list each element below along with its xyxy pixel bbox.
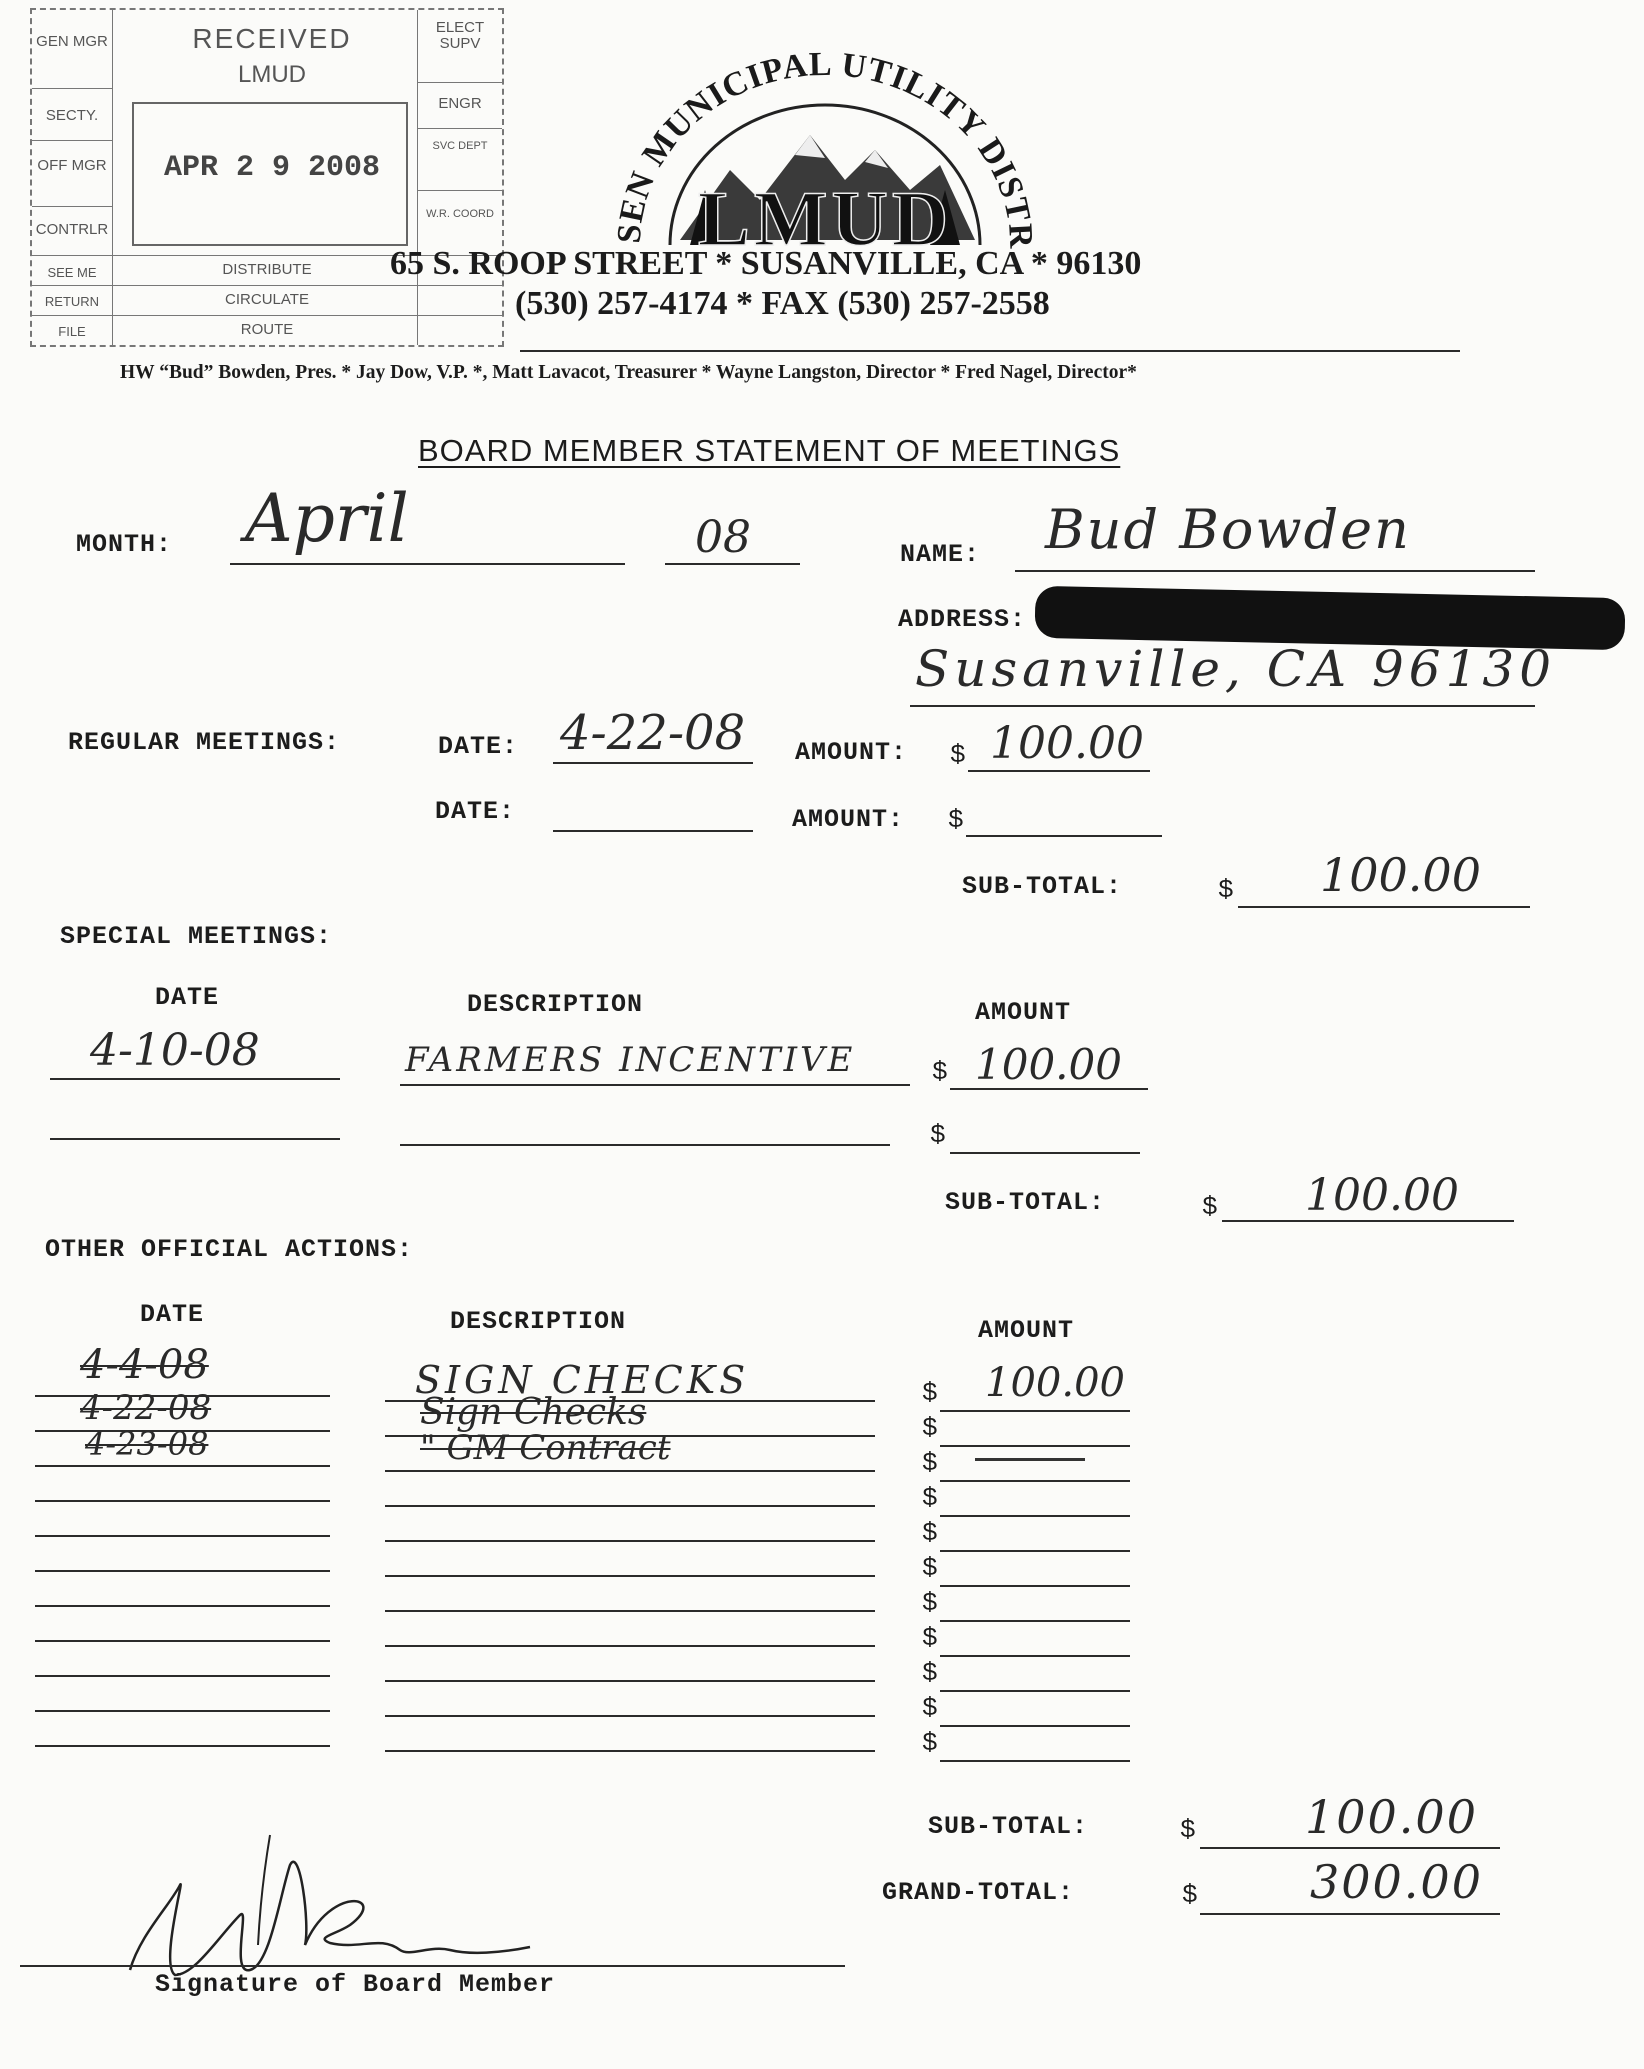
- stamp-routing-file: FILE: [58, 324, 86, 339]
- regular-subtotal-line: [1238, 906, 1530, 908]
- stamp-routing-return: RETURN: [44, 294, 100, 309]
- other-description-1: SIGN CHECKS: [415, 1358, 750, 1402]
- month-label: MONTH:: [76, 530, 173, 559]
- year-value: 08: [695, 512, 751, 563]
- address-label: ADDRESS:: [898, 605, 1027, 634]
- special-amount-line-1: [950, 1088, 1148, 1090]
- other-currency-8: $: [922, 1623, 938, 1653]
- other-date-2: 4-22-08: [80, 1388, 212, 1428]
- special-currency-1: $: [932, 1057, 948, 1087]
- header-address: 65 S. ROOP STREET * SUSANVILLE, CA * 96130: [390, 245, 1142, 282]
- month-line: [230, 563, 625, 565]
- stamp-cell-svc-dept: SVC DEPT: [432, 140, 488, 152]
- other-currency-2: $: [922, 1413, 938, 1443]
- other-col-date: DATE: [140, 1300, 205, 1329]
- stamp-cell-off-mgr: OFF MGR: [37, 157, 107, 174]
- other-date-1: 4-4-08: [80, 1342, 209, 1388]
- special-col-amount: AMOUNT: [975, 998, 1072, 1027]
- stamp-routing-see-me: SEE ME: [47, 265, 97, 280]
- regular-amount-1: 100.00: [990, 718, 1144, 769]
- signature-mark: [100, 1825, 540, 1985]
- form-title: BOARD MEMBER STATEMENT OF MEETINGS: [418, 433, 1121, 468]
- stamp-cell-secty: SECTY.: [45, 107, 99, 124]
- regular-date-line-1: [553, 762, 753, 764]
- other-subtotal: 100.00: [1305, 1790, 1478, 1844]
- other-col-description: DESCRIPTION: [450, 1307, 627, 1336]
- other-currency-5: $: [922, 1518, 938, 1548]
- stamp-org: LMUD: [237, 61, 306, 88]
- name-line: [1015, 570, 1535, 572]
- regular-date-label-2: DATE:: [435, 797, 516, 826]
- year-line: [665, 563, 800, 565]
- stamp-cell-gen-mgr: GEN MGR: [36, 33, 108, 50]
- other-currency-11: $: [922, 1728, 938, 1758]
- header-phone: (530) 257-4174 * FAX (530) 257-2558: [515, 285, 1050, 322]
- special-description-1: FARMERS INCENTIVE: [405, 1040, 856, 1080]
- month-value: April: [245, 480, 409, 557]
- stamp-date: APR 2 9 2008: [163, 151, 381, 185]
- special-subtotal-currency: $: [1202, 1192, 1218, 1222]
- stamp-routing-distribute: DISTRIBUTE: [222, 261, 312, 278]
- other-actions-label: OTHER OFFICIAL ACTIONS:: [45, 1235, 414, 1264]
- other-description-3: " GM Contract: [420, 1428, 671, 1468]
- address-city-line: [910, 705, 1535, 707]
- other-amount-1: 100.00: [985, 1360, 1125, 1406]
- stamp-cell-engr: ENGR: [438, 95, 482, 112]
- regular-currency-1: $: [950, 740, 966, 770]
- other-amount-dash: [975, 1458, 1085, 1461]
- stamp-cell-contrlr: CONTRLR: [35, 221, 109, 238]
- other-currency-10: $: [922, 1693, 938, 1723]
- other-currency-3: $: [922, 1448, 938, 1478]
- other-currency-7: $: [922, 1588, 938, 1618]
- logo-center-text: LMUD: [697, 175, 953, 262]
- header-rule: [520, 350, 1460, 352]
- name-label: NAME:: [900, 540, 981, 569]
- special-subtotal: 100.00: [1305, 1170, 1459, 1221]
- regular-currency-2: $: [948, 805, 964, 835]
- stamp-cell-wr-coord: W.R. COORD: [426, 208, 494, 220]
- special-col-description: DESCRIPTION: [467, 990, 644, 1019]
- other-currency-4: $: [922, 1483, 938, 1513]
- grand-total-currency: $: [1182, 1880, 1198, 1910]
- logo-arc-text: SEN MUNICIPAL UTILITY DISTR: [610, 45, 1040, 250]
- grand-total: 300.00: [1310, 1855, 1483, 1909]
- stamp-routing-circulate: CIRCULATE: [225, 291, 309, 308]
- signature-text: [120, 1910, 125, 1911]
- regular-subtotal-label: SUB-TOTAL:: [962, 872, 1123, 901]
- other-description-2: Sign Checks: [420, 1392, 647, 1433]
- special-col-date: DATE: [155, 983, 220, 1012]
- grand-total-line: [1200, 1913, 1500, 1915]
- special-subtotal-label: SUB-TOTAL:: [945, 1188, 1106, 1217]
- signature-line: [20, 1965, 845, 1967]
- other-subtotal-line: [1200, 1847, 1500, 1849]
- special-subtotal-line: [1222, 1220, 1514, 1222]
- address-city: Susanville, CA 96130: [915, 640, 1557, 698]
- special-currency-2: $: [930, 1120, 946, 1150]
- received-stamp: [30, 8, 504, 347]
- other-currency-6: $: [922, 1553, 938, 1583]
- other-subtotal-currency: $: [1180, 1815, 1196, 1845]
- name-value: Bud Bowden: [1045, 498, 1411, 561]
- special-date-line-2: [50, 1138, 340, 1140]
- regular-date-1: 4-22-08: [560, 705, 746, 761]
- other-date-3: 4-23-08: [85, 1425, 209, 1463]
- special-date-1: 4-10-08: [90, 1025, 260, 1076]
- regular-amount-line-2: [966, 835, 1162, 837]
- regular-date-line-2: [553, 830, 753, 832]
- other-col-amount: AMOUNT: [978, 1316, 1075, 1345]
- signature-label: Signature of Board Member: [155, 1970, 556, 1999]
- special-meetings-label: SPECIAL MEETINGS:: [60, 922, 333, 951]
- other-currency-9: $: [922, 1658, 938, 1688]
- special-date-line-1: [50, 1078, 340, 1080]
- other-subtotal-label: SUB-TOTAL:: [928, 1812, 1089, 1841]
- regular-amount-line-1: [968, 770, 1150, 772]
- other-currency-1: $: [922, 1378, 938, 1408]
- grand-total-label: GRAND-TOTAL:: [882, 1878, 1075, 1907]
- lmud-logo-graphic: [610, 40, 1040, 265]
- special-amount-line-2: [950, 1152, 1140, 1154]
- header-directors: HW “Bud” Bowden, Pres. * Jay Dow, V.P. *, Matt Lavacot, Treasurer * Wayne Langston, Director * Fred Nagel, Director*: [120, 362, 1137, 383]
- lmud-logo: [610, 40, 1040, 265]
- special-description-line-2: [400, 1144, 890, 1146]
- regular-meetings-label: REGULAR MEETINGS:: [68, 728, 341, 757]
- stamp-cell-elect-supv: ELECT SUPV: [435, 19, 485, 52]
- regular-subtotal-currency: $: [1218, 875, 1234, 905]
- regular-amount-label-2: AMOUNT:: [792, 805, 905, 834]
- regular-subtotal: 100.00: [1320, 848, 1481, 902]
- special-description-line-1: [400, 1084, 910, 1086]
- regular-date-label-1: DATE:: [438, 732, 519, 761]
- stamp-received: RECEIVED: [192, 23, 352, 54]
- special-amount-1: 100.00: [975, 1040, 1122, 1089]
- stamp-routing-route: ROUTE: [240, 321, 294, 338]
- regular-amount-label-1: AMOUNT:: [795, 738, 908, 767]
